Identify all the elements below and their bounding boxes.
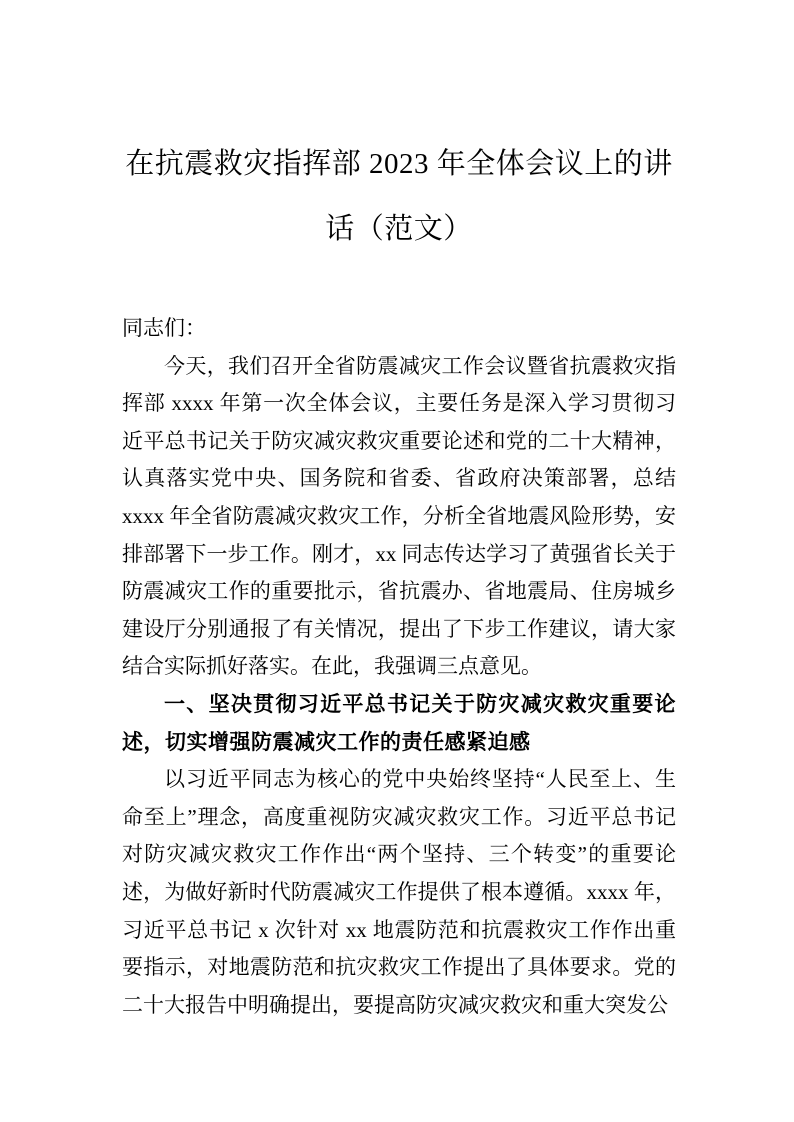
document-title <box>122 132 676 262</box>
paragraph-opening: 今天，我们召开全省防震减灾工作会议暨省抗震救灾指挥部 xxxx 年第一次全体会议，主要任务是深入学习贯彻习近平总书记关于防灾减灾救灾重要论述和党的二十大精神，认真落实党中央、国务院和省委、省政府决策部署，总结 xxxx 年全省防震减灾救灾工作，分析全省地震风险形势，安排部署下一步工作。刚才，xx 同志传达学习了黄强省长关于防震减灾工作的重要批示，省抗震办、省地震局、住房城乡建设厅分别通报了有关情况，提出了下步工作建议，请大家结合实际抓好落实。在此，我强调三点意见。 <box>122 353 676 679</box>
title-line-1: 在抗震救灾指挥部 2023 年全体会议上的讲 <box>125 148 673 180</box>
salutation: 同志们： <box>122 316 206 340</box>
paragraph-section-1: 以习近平同志为核心的党中央始终坚持“人民至上、生命至上”理念，高度重视防灾减灾救灾工作。习近平总书记对防灾减灾救灾工作作出“两个坚持、三个转变”的重要论述，为做好新时代防震减灾工作提供了根本遵循。xxxx 年，习近平总书记 x 次针对 xx 地震防范和抗震救灾工作作出重要指示，对地震防范和抗灾救灾工作提出了具体要求。党的二十大报告中明确提出，要提高防灾减灾救灾和重大突发公 <box>122 767 676 1017</box>
document-body <box>122 310 676 1024</box>
section-heading-1: 一、坚决贯彻习近平总书记关于防灾减灾救灾重要论述，切实增强防震减灾工作的责任感紧迫感 <box>122 692 676 754</box>
title-line-2: 话（范文） <box>325 213 473 245</box>
